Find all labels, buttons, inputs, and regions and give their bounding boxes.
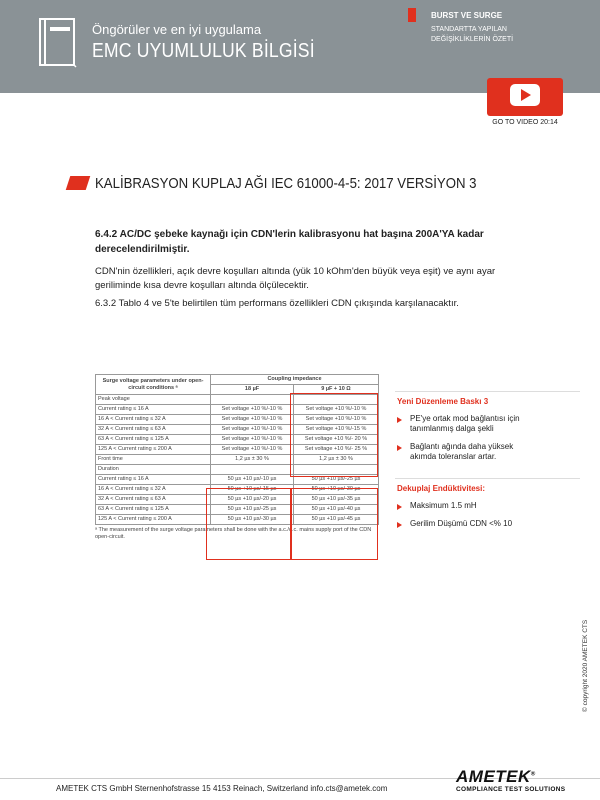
paragraph-bold: 6.4.2 AC/DC şebeke kaynağı için CDN'lerin kalibrasyonu hat başına 200A'YA kadar derecelendirilmiştir. xyxy=(95,229,484,255)
bullet-arrow-icon xyxy=(397,522,402,528)
sidebar-item: PE'ye ortak mod bağlantısı için tanımlanmış dalga şekli xyxy=(410,414,520,433)
table-row: 63 A < Current rating ≤ 125 A 50 µs +10 µs/-25 µs 50 µs +10 µs/-40 µs xyxy=(96,505,379,515)
table-header-param: Surge voltage parameters under open-circuit conditions ᵃ xyxy=(96,375,211,395)
table-header-9uf: 9 µF + 10 Ω xyxy=(294,385,379,395)
sidebar-item: Bağlantı ağında daha yüksek akımda toleranslar artar. xyxy=(410,442,514,461)
paragraph-1: CDN'nin özellikleri, açık devre koşulları altında (yük 10 kOhm'den büyük veya eşit) ve aynı ayar geriliminde kısa devre koşulları altında ölçülecektir. xyxy=(95,266,496,291)
sidebar-divider xyxy=(395,391,580,392)
table-row: 125 A < Current rating ≤ 200 A 50 µs +10 µs/-30 µs 50 µs +10 µs/-45 µs xyxy=(96,515,379,525)
bullet-arrow-icon xyxy=(397,417,402,423)
table-header-18uf: 18 µF xyxy=(211,385,294,395)
logo-registered-mark: ® xyxy=(530,771,536,778)
tag-description: STANDARTTA YAPILAN DEĞİŞİKLİKLERİN ÖZETİ xyxy=(431,26,514,43)
highlight-box-duration-9uf xyxy=(290,488,378,560)
sidebar-heading-2: Dekuplaj Endüktivitesi: xyxy=(397,484,486,493)
ametek-logo xyxy=(456,767,536,787)
video-link-label[interactable]: GO TO VIDEO 20:14 xyxy=(492,119,558,126)
sidebar-item: Gerilim Düşümü CDN <% 10 xyxy=(410,519,513,528)
tag-title: BURST VE SURGE xyxy=(431,11,503,20)
section-marker xyxy=(66,176,91,190)
header-subtitle: Öngörüler ve en iyi uygulama xyxy=(92,22,262,37)
paragraph-2: 6.3.2 Tablo 4 ve 5'te belirtilen tüm performans özellikleri CDN çıkışında karşılanacaktır. xyxy=(95,298,459,309)
book-icon xyxy=(38,17,78,69)
table-section-duration: Duration xyxy=(96,465,211,475)
table-row: 125 A < Current rating ≤ 200 A Set voltage +10 %/-10 % Set voltage +10 %/- 25 % xyxy=(96,445,379,455)
sidebar-heading-1: Yeni Düzenleme Baskı 3 xyxy=(397,397,489,406)
copyright-note: © copyright 2020 AMETEK CTS xyxy=(582,619,589,712)
bullet-arrow-icon xyxy=(397,445,402,451)
table-row: 16 A < Current rating ≤ 32 A 50 µs +10 µs/-15 µs 50 µs +10 µs/-30 µs xyxy=(96,485,379,495)
play-icon[interactable] xyxy=(510,84,540,106)
logo-tagline: COMPLIANCE TEST SOLUTIONS xyxy=(456,786,566,793)
table-row: 32 A < Current rating ≤ 63 A 50 µs +10 µs/-20 µs 50 µs +10 µs/-35 µs xyxy=(96,495,379,505)
highlight-box-peak-9uf xyxy=(290,393,378,477)
sidebar-divider xyxy=(395,478,580,479)
table-section-peak: Peak voltage xyxy=(96,395,211,405)
sidebar-item: Maksimum 1.5 mH xyxy=(410,501,477,510)
table-header-group: Coupling impedance xyxy=(211,375,379,385)
logo-text: AMETEK xyxy=(456,767,531,786)
table-footnote: ᵃ The measurement of the surge voltage parameters shall be done with the a.c./d.c. mains supply port of the CDN open-circuit. xyxy=(95,527,372,540)
table-row: Current rating ≤ 16 A 50 µs +10 µs/-10 µs 50 µs +10 µs/-25 µs xyxy=(96,475,379,485)
table-row: 16 A < Current rating ≤ 32 A Set voltage +10 %/-10 % Set voltage +10 %/-10 % xyxy=(96,415,379,425)
section-title: KALİBRASYON KUPLAJ AĞI IEC 61000-4-5: 2017 VERSİYON 3 xyxy=(95,175,477,192)
table-row: Front time 1,2 µs ± 30 % 1,2 µs ± 30 % xyxy=(96,455,379,465)
highlight-box-duration-18uf xyxy=(206,488,292,560)
footer-address: AMETEK CTS GmbH Sternenhofstrasse 15 4153 Reinach, Switzerland info.cts@ametek.com xyxy=(56,784,388,793)
table-row: Current rating ≤ 16 A Set voltage +10 %/-10 % Set voltage +10 %/-10 % xyxy=(96,405,379,415)
tag-accent-bar xyxy=(408,8,416,22)
bullet-arrow-icon xyxy=(397,504,402,510)
table-row: 32 A < Current rating ≤ 63 A Set voltage +10 %/-10 % Set voltage +10 %/-15 % xyxy=(96,425,379,435)
page-title: EMC UYUMLULUK BİLGİSİ xyxy=(92,40,315,62)
table-row: 63 A < Current rating ≤ 125 A Set voltage +10 %/-10 % Set voltage +10 %/- 20 % xyxy=(96,435,379,445)
